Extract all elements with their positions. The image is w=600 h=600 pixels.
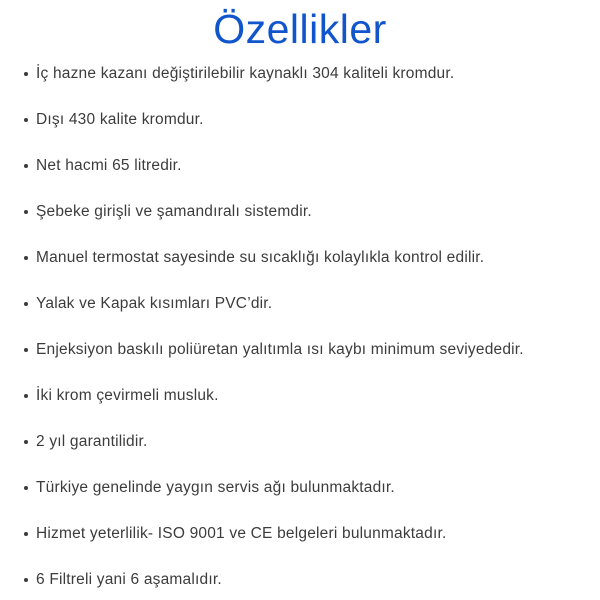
feature-text: Net hacmi 65 litredir. xyxy=(36,157,182,174)
feature-text: Manuel termostat sayesinde su sıcaklığı kolaylıkla kontrol edilir. xyxy=(36,249,485,266)
feature-text: Hizmet yeterlilik- ISO 9001 ve CE belgeleri bulunmaktadır. xyxy=(36,525,447,542)
page-title: Özellikler xyxy=(213,6,387,52)
bullet-icon xyxy=(24,532,28,536)
feature-text: Türkiye genelinde yaygın servis ağı bulunmaktadır. xyxy=(36,479,395,496)
feature-item xyxy=(24,388,590,404)
bullet-icon xyxy=(24,72,28,76)
bullet-icon xyxy=(24,164,28,168)
feature-text: Enjeksiyon baskılı poliüretan yalıtımla ısı kaybı minimum seviyededir. xyxy=(36,341,524,358)
bullet-icon xyxy=(24,256,28,260)
feature-item xyxy=(24,296,590,312)
feature-text: İç hazne kazanı değiştirilebilir kaynaklı 304 kaliteli kromdur. xyxy=(36,65,455,82)
feature-item xyxy=(24,112,590,128)
bullet-icon xyxy=(24,394,28,398)
feature-item xyxy=(24,66,590,82)
feature-item xyxy=(24,250,590,266)
feature-item xyxy=(24,572,590,588)
feature-item xyxy=(24,204,590,220)
feature-text: 6 Filtreli yani 6 aşamalıdır. xyxy=(36,571,222,588)
bullet-icon xyxy=(24,578,28,582)
feature-text: İki krom çevirmeli musluk. xyxy=(36,387,219,404)
feature-text: 2 yıl garantilidir. xyxy=(36,433,148,450)
bullet-icon xyxy=(24,118,28,122)
bullet-icon xyxy=(24,440,28,444)
feature-text: Yalak ve Kapak kısımları PVC’dir. xyxy=(36,295,273,312)
feature-text: Dışı 430 kalite kromdur. xyxy=(36,111,204,128)
bullet-icon xyxy=(24,348,28,352)
feature-item xyxy=(24,158,590,174)
bullet-icon xyxy=(24,210,28,214)
feature-item xyxy=(24,342,590,358)
feature-item xyxy=(24,480,590,496)
bullet-icon xyxy=(24,302,28,306)
feature-list xyxy=(0,52,600,588)
bullet-icon xyxy=(24,486,28,490)
feature-item xyxy=(24,526,590,542)
feature-item xyxy=(24,434,590,450)
feature-text: Şebeke girişli ve şamandıralı sistemdir. xyxy=(36,203,312,220)
